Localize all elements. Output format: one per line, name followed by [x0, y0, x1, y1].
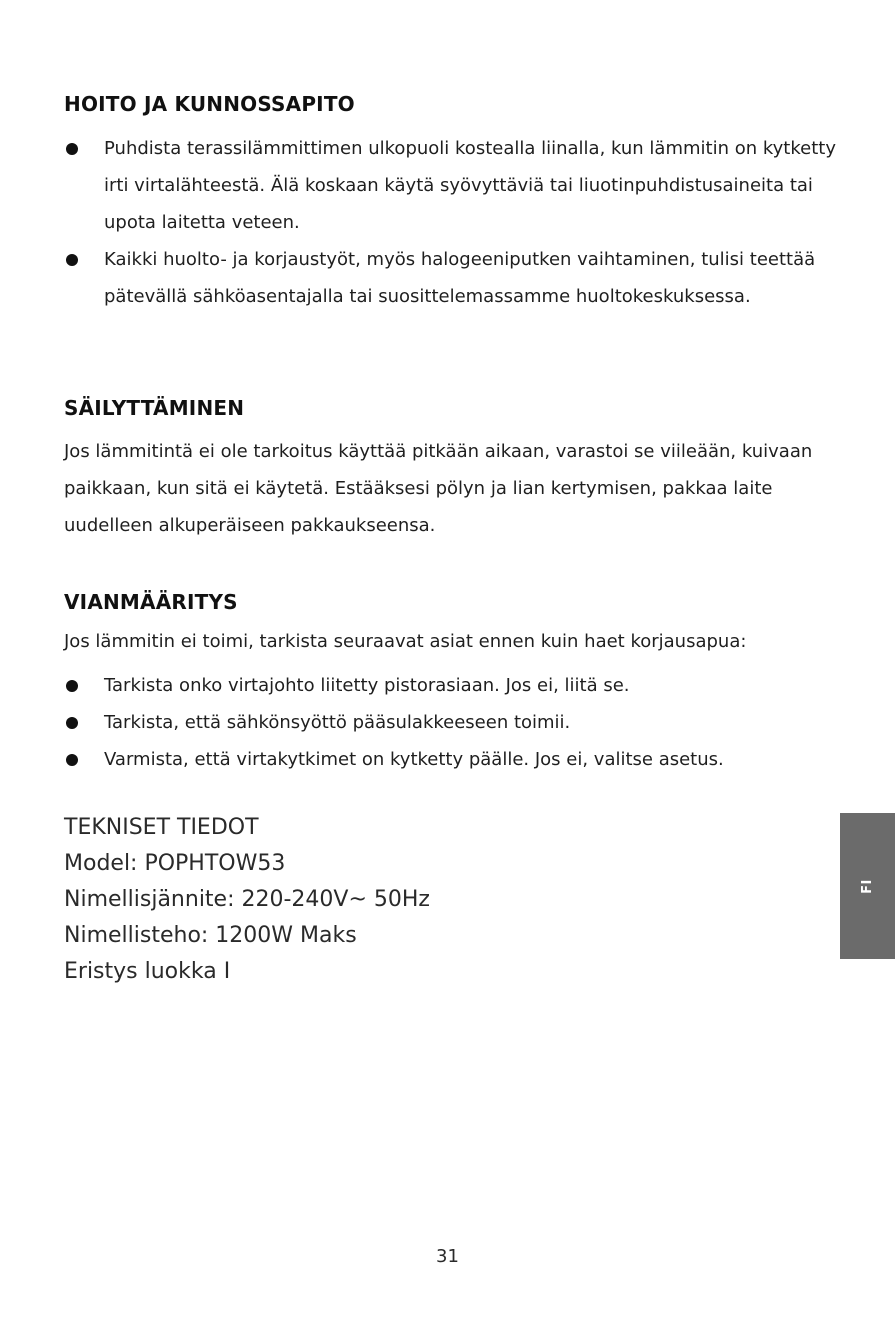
troubleshooting-intro: Jos lämmitin ei toimi, tarkista seuraavat asiat ennen kuin haet korjausapua: [64, 631, 747, 652]
bullet-icon [66, 754, 78, 766]
troubleshooting-list [64, 667, 839, 778]
language-tab [840, 813, 895, 959]
maintenance-heading: HOITO JA KUNNOSSAPITO [64, 92, 355, 116]
bullet-icon [66, 680, 78, 692]
storage-heading: SÄILYTTÄMINEN [64, 396, 245, 420]
spec-power: Nimellisteho: 1200W Maks [64, 923, 357, 948]
technical-specs [64, 810, 430, 990]
bullet-icon [66, 717, 78, 729]
page-number: 31 [436, 1246, 459, 1267]
maintenance-item [64, 241, 839, 315]
spec-voltage: Nimellisjännite: 220-240V~ 50Hz [64, 887, 430, 912]
spec-model: Model: POPHTOW53 [64, 851, 286, 876]
storage-text: Jos lämmitintä ei ole tarkoitus käyttää pitkään aikaan, varastoi se viileään, kuivaan paikkaan, kun sitä ei käytetä. Estääksesi pölyn ja lian kertymisen, pakkaa laite uudelleen alkuperäiseen pakkaukseensa. [64, 441, 813, 536]
troubleshooting-heading: VIANMÄÄRITYS [64, 590, 238, 614]
spec-insulation: Eristys luokka I [64, 959, 231, 984]
maintenance-item [64, 130, 839, 241]
maintenance-item-text: Puhdista terassilämmittimen ulkopuoli kostealla liinalla, kun lämmitin on kytketty irti virtalähteestä. Älä koskaan käytä syövyttäviä tai liuotinpuhdistusaineita tai upota laitetta veteen. [104, 138, 836, 233]
troubleshooting-item-text: Tarkista, että sähkönsyöttö pääsulakkeeseen toimii. [104, 712, 571, 733]
maintenance-list [64, 130, 839, 315]
bullet-icon [66, 143, 78, 155]
troubleshooting-item [64, 704, 839, 741]
specs-title: TEKNISET TIEDOT [64, 815, 259, 840]
troubleshooting-item [64, 667, 839, 704]
maintenance-item-text: Kaikki huolto- ja korjaustyöt, myös halogeeniputken vaihtaminen, tulisi teettää pätevällä sähköasentajalla tai suosittelemassamme huoltokeskuksessa. [104, 249, 816, 307]
troubleshooting-item [64, 741, 839, 778]
troubleshooting-item-text: Tarkista onko virtajohto liitetty pistorasiaan. Jos ei, liitä se. [104, 675, 630, 696]
language-tab-label: FI [860, 878, 875, 894]
troubleshooting-item-text: Varmista, että virtakytkimet on kytketty päälle. Jos ei, valitse asetus. [104, 749, 724, 770]
bullet-icon [66, 254, 78, 266]
